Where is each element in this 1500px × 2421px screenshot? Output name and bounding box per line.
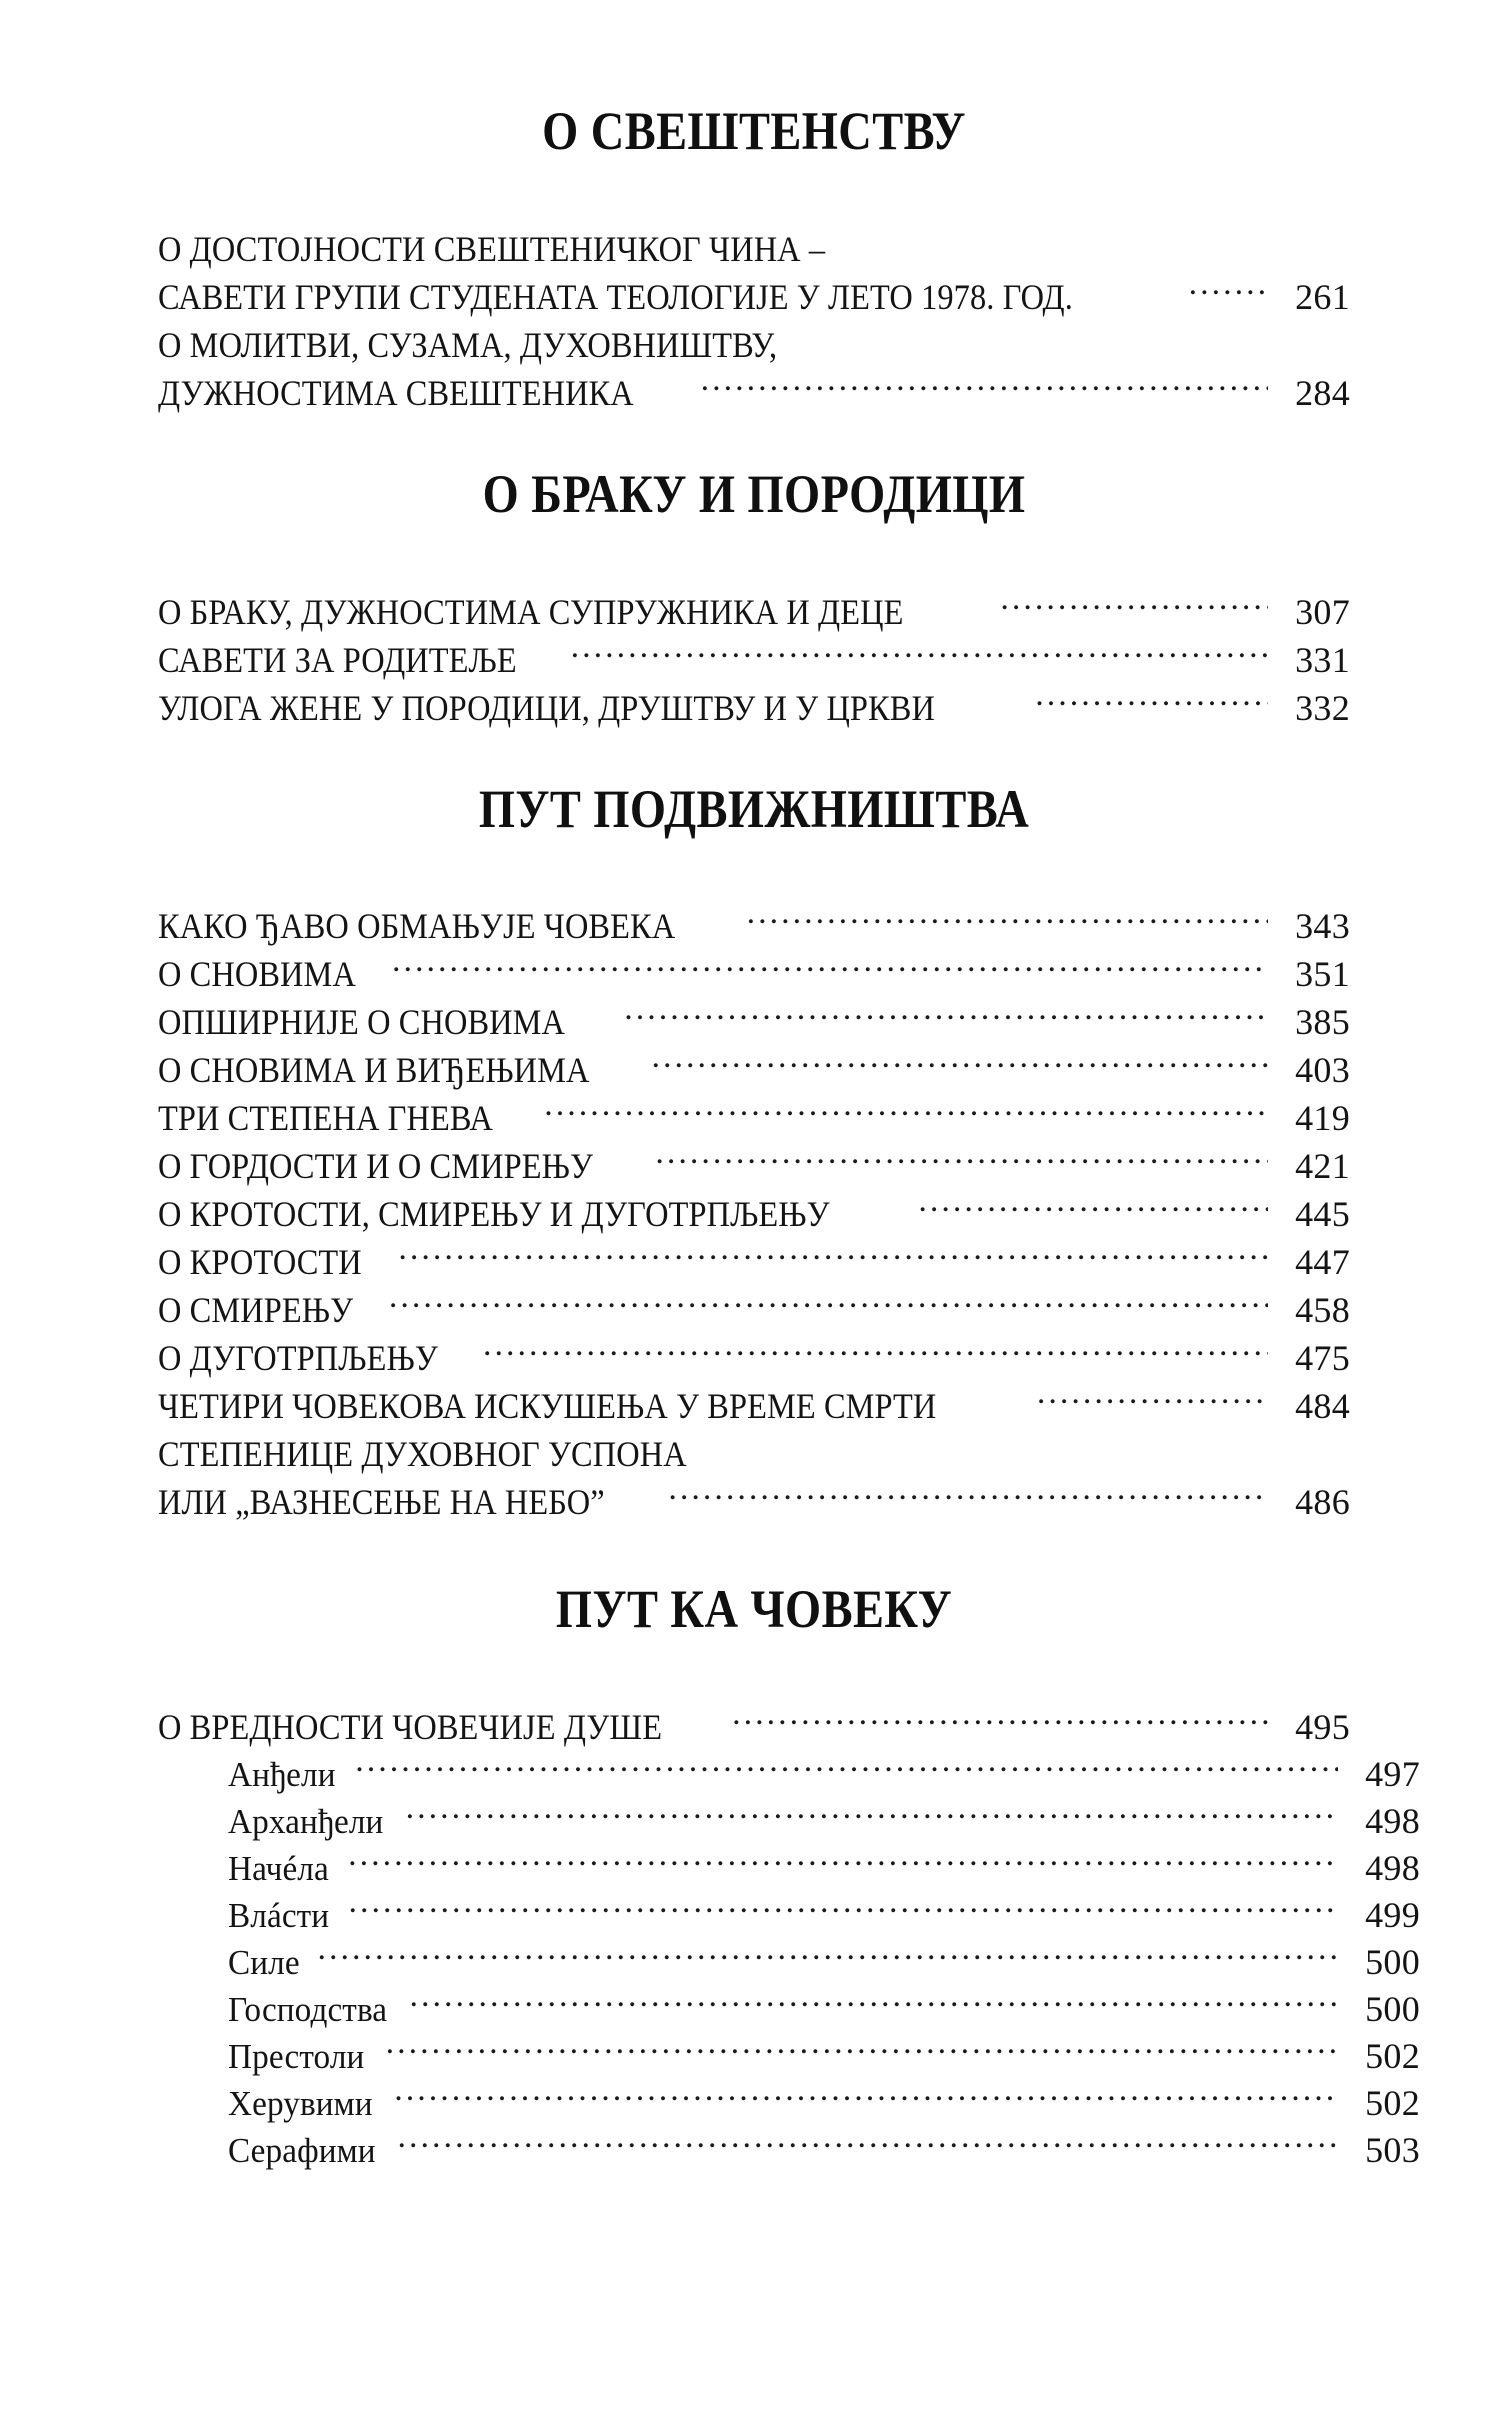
dot-leader	[483, 1334, 1268, 1370]
toc-page-number: 499	[1365, 1895, 1420, 1936]
toc-page-number: 500	[1365, 1942, 1420, 1983]
toc-page-number: 458	[1295, 1290, 1350, 1331]
toc-entry[interactable]	[158, 1142, 1350, 1190]
dot-leader	[317, 1939, 1338, 1974]
toc-page-number: 351	[1295, 954, 1350, 995]
toc-page-number: 495	[1295, 1707, 1350, 1748]
dot-leader	[652, 1046, 1269, 1082]
dot-leader	[1035, 684, 1268, 720]
toc-entry[interactable]	[158, 1892, 1420, 1939]
toc-page-number: 447	[1295, 1242, 1350, 1283]
toc-page-number: 498	[1365, 1848, 1420, 1889]
toc-entry-title: Господства	[228, 1990, 388, 2030]
section-heading: ПУТ КА ЧОВЕКУ	[555, 1579, 953, 1640]
toc-entry-title: ЧЕТИРИ ЧОВЕКОВА ИСКУШЕЊА У ВРЕМЕ СМРТИ	[158, 1386, 937, 1427]
toc-entry[interactable]	[158, 1286, 1350, 1334]
toc-entry[interactable]	[158, 1703, 1350, 1751]
toc-entry[interactable]	[158, 1845, 1420, 1892]
toc-entry-title: О СНОВИМА И ВИЂЕЊИМА	[158, 1050, 590, 1091]
toc-entry-title: Престоли	[228, 2037, 365, 2077]
toc-entry[interactable]	[158, 1751, 1420, 1798]
toc-page	[158, 0, 1420, 2421]
toc-entry[interactable]	[158, 2127, 1420, 2174]
heading-spacer	[158, 880, 1350, 902]
toc-root	[158, 101, 1420, 2174]
dot-leader	[655, 1142, 1268, 1178]
toc-entry[interactable]	[158, 950, 1350, 998]
toc-page-number: 419	[1295, 1098, 1350, 1139]
toc-entry[interactable]	[158, 588, 1350, 636]
toc-entry-title: О СНОВИМА	[158, 954, 356, 995]
toc-page-number: 486	[1295, 1482, 1350, 1523]
toc-section	[158, 1579, 1420, 2174]
toc-entry-list	[158, 225, 1350, 417]
dot-leader	[349, 1892, 1338, 1927]
toc-entry[interactable]	[158, 1334, 1350, 1382]
toc-entry-title: Начéла	[228, 1849, 329, 1889]
toc-entry[interactable]	[158, 1986, 1420, 2033]
heading-spacer	[158, 566, 1350, 588]
toc-entry-title: САВЕТИ ЗА РОДИТЕЉЕ	[158, 639, 517, 680]
toc-page-number: 484	[1295, 1386, 1350, 1427]
toc-page-number: 332	[1295, 687, 1350, 728]
toc-entry[interactable]	[158, 1238, 1350, 1286]
dot-leader	[701, 369, 1268, 405]
toc-entry-list	[158, 1703, 1420, 2174]
toc-entry[interactable]	[158, 321, 1350, 369]
toc-entry[interactable]	[158, 1046, 1350, 1094]
toc-entry-title: Арханђели	[228, 1802, 384, 1842]
toc-entry-title: ОПШИРНИЈЕ О СНОВИМА	[158, 1002, 566, 1043]
toc-entry-title: О БРАКУ, ДУЖНОСТИМА СУПРУЖНИКА И ДЕЦЕ	[158, 591, 904, 632]
section-heading: ПУТ ПОДВИЖНИШТВА	[478, 778, 1030, 839]
toc-page-number: 284	[1295, 372, 1350, 413]
dot-leader	[398, 1238, 1268, 1274]
toc-entry-title: О КРОТОСТИ, СМИРЕЊУ И ДУГОТРПЉЕЊУ	[158, 1194, 830, 1235]
toc-entry-title: Херувими	[228, 2084, 373, 2124]
dot-leader	[355, 1751, 1338, 1786]
toc-entry-list	[158, 588, 1350, 732]
toc-section	[158, 778, 1350, 1527]
toc-entry[interactable]	[158, 225, 1350, 273]
dot-leader	[389, 1286, 1268, 1322]
toc-entry-list	[158, 902, 1350, 1526]
toc-entry[interactable]	[158, 636, 1350, 684]
toc-entry-title: ИЛИ „ВАЗНЕСЕЊЕ НА НЕБО”	[158, 1482, 605, 1523]
toc-page-number: 421	[1295, 1146, 1350, 1187]
heading-spacer	[158, 1681, 1350, 1703]
toc-entry[interactable]	[158, 1382, 1350, 1430]
toc-entry[interactable]	[158, 902, 1350, 950]
dot-leader	[571, 636, 1268, 672]
toc-entry-title: О ВРЕДНОСТИ ЧОВЕЧИЈЕ ДУШЕ	[158, 1707, 663, 1748]
toc-entry[interactable]	[158, 1430, 1350, 1478]
dot-leader	[406, 1798, 1338, 1833]
dot-leader	[410, 1986, 1338, 2021]
toc-entry-title: Серафими	[228, 2131, 376, 2171]
heading-spacer	[158, 203, 1350, 225]
toc-entry-title: КАКО ЂАВО ОБМАЊУЈЕ ЧОВЕКА	[158, 906, 676, 947]
toc-page-number: 261	[1295, 276, 1350, 317]
dot-leader	[1189, 273, 1268, 309]
toc-page-number: 445	[1295, 1194, 1350, 1235]
toc-page-number: 403	[1295, 1050, 1350, 1091]
toc-page-number: 503	[1365, 2130, 1420, 2171]
dot-leader	[348, 1845, 1338, 1880]
toc-entry-title: ТРИ СТЕПЕНА ГНЕВА	[158, 1098, 494, 1139]
toc-entry[interactable]	[158, 1190, 1350, 1238]
toc-entry[interactable]	[158, 2033, 1420, 2080]
toc-section	[158, 463, 1350, 732]
toc-entry[interactable]	[158, 273, 1350, 321]
dot-leader	[392, 950, 1268, 986]
toc-entry-title: О ДУГОТРПЉЕЊУ	[158, 1338, 438, 1379]
toc-page-number: 497	[1365, 1754, 1420, 1795]
toc-page-number: 498	[1365, 1801, 1420, 1842]
toc-entry[interactable]	[158, 1094, 1350, 1142]
dot-leader	[1037, 1382, 1268, 1418]
dot-leader	[732, 1703, 1268, 1739]
toc-entry[interactable]	[158, 1798, 1420, 1845]
dot-leader	[624, 998, 1268, 1034]
toc-page-number: 385	[1295, 1002, 1350, 1043]
toc-entry[interactable]	[158, 2080, 1420, 2127]
dot-leader	[397, 2127, 1338, 2162]
toc-entry[interactable]	[158, 684, 1350, 732]
toc-entry[interactable]	[158, 369, 1350, 417]
toc-entry[interactable]	[158, 1478, 1350, 1526]
toc-page-number: 331	[1295, 639, 1350, 680]
dot-leader	[394, 2080, 1338, 2115]
dot-leader	[544, 1094, 1268, 1130]
toc-page-number: 502	[1365, 2036, 1420, 2077]
toc-entry-title: О СМИРЕЊУ	[158, 1290, 354, 1331]
toc-page-number: 307	[1295, 591, 1350, 632]
toc-entry-title: СТЕПЕНИЦЕ ДУХОВНОГ УСПОНА	[158, 1434, 687, 1475]
toc-page-number: 475	[1295, 1338, 1350, 1379]
dot-leader	[1000, 588, 1268, 624]
toc-page-number: 502	[1365, 2083, 1420, 2124]
toc-entry-title: САВЕТИ ГРУПИ СТУДЕНАТА ТЕОЛОГИЈЕ У ЛЕТО 1978. ГОД.	[158, 276, 1073, 317]
toc-entry-title: ДУЖНОСТИМА СВЕШТЕНИКА	[158, 372, 634, 413]
dot-leader	[386, 2033, 1338, 2068]
toc-page-number: 500	[1365, 1989, 1420, 2030]
toc-entry-title: УЛОГА ЖЕНЕ У ПОРОДИЦИ, ДРУШТВУ И У ЦРКВИ	[158, 687, 935, 728]
toc-entry-title: Влáсти	[228, 1896, 330, 1936]
section-heading: О СВЕШТЕНСТВУ	[542, 101, 966, 161]
dot-leader	[747, 902, 1268, 938]
toc-entry[interactable]	[158, 998, 1350, 1046]
toc-entry-title: О КРОТОСТИ	[158, 1242, 362, 1283]
toc-page-number: 343	[1295, 906, 1350, 947]
toc-entry-title: Силе	[228, 1943, 300, 1983]
dot-leader	[668, 1478, 1268, 1514]
toc-entry-title: О ГОРДОСТИ И О СМИРЕЊУ	[158, 1146, 594, 1187]
toc-entry-title: Анђели	[228, 1755, 336, 1795]
toc-entry[interactable]	[158, 1939, 1420, 1986]
section-heading: О БРАКУ И ПОРОДИЦИ	[482, 463, 1026, 524]
dot-leader	[918, 1190, 1268, 1226]
toc-section	[158, 101, 1350, 417]
toc-entry-title: О ДОСТОЈНОСТИ СВЕШТЕНИЧКОГ ЧИНА –	[158, 228, 826, 269]
toc-entry-title: О МОЛИТВИ, СУЗАМА, ДУХОВНИШТВУ,	[158, 324, 778, 365]
